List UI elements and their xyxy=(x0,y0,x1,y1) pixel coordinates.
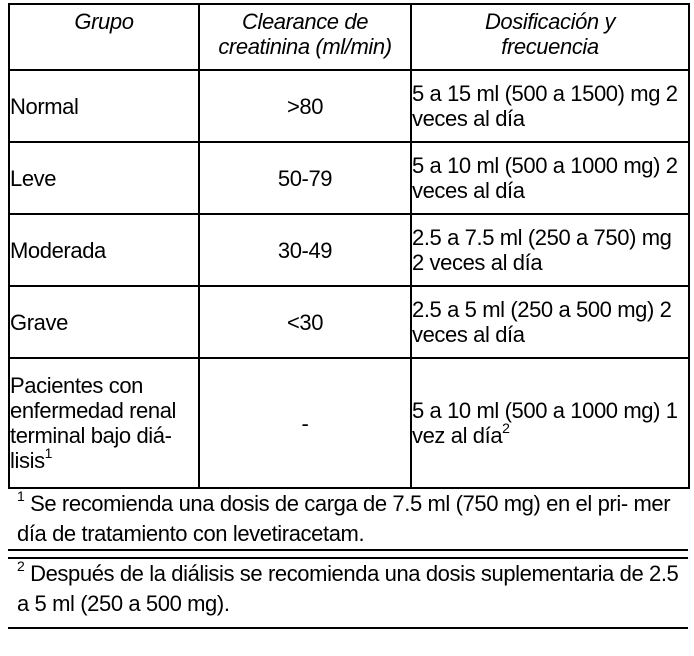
cell-clearance: - xyxy=(199,358,411,488)
table-row xyxy=(9,214,689,286)
cell-clearance: 50-79 xyxy=(199,142,411,214)
dosing-document xyxy=(8,3,688,629)
table-row xyxy=(9,286,689,358)
table-header-row xyxy=(9,4,689,70)
table-row xyxy=(9,70,689,142)
header-clearance-text: Clearance de creatinina (ml/min) xyxy=(218,9,392,59)
footnote-1-marker: 1 xyxy=(17,487,25,504)
header-dosificacion xyxy=(411,4,689,70)
cell-dosificacion: 2.5 a 5 ml (250 a 500 mg) 2 veces al día xyxy=(411,286,689,358)
cell-grupo: Normal xyxy=(9,70,199,142)
cell-dosificacion-text: 5 a 10 ml (500 a 1000 mg) 1 vez al día xyxy=(412,398,678,448)
footnote-1 xyxy=(8,489,688,551)
footnote-ref-2: 2 xyxy=(502,419,510,436)
footnote-2-marker: 2 xyxy=(17,557,25,574)
footnote-1-text: Se recomienda una dosis de carga de 7.5 ml (750 mg) en el pri- mer día de tratamiento con levetiracetam. xyxy=(17,491,671,546)
cell-grupo: Grave xyxy=(9,286,199,358)
table-row xyxy=(9,142,689,214)
cell-dosificacion: 2.5 a 7.5 ml (250 a 750) mg 2 veces al día xyxy=(411,214,689,286)
cell-clearance: >80 xyxy=(199,70,411,142)
dosing-table xyxy=(8,3,690,489)
cell-clearance: <30 xyxy=(199,286,411,358)
cell-grupo xyxy=(9,358,199,488)
cell-dosificacion: 5 a 10 ml (500 a 1000 mg) 2 veces al día xyxy=(411,142,689,214)
cell-grupo-text: Pacientes con enfermedad renal terminal bajo diá- lisis xyxy=(10,373,177,473)
header-clearance xyxy=(199,4,411,70)
footnote-2 xyxy=(8,557,688,629)
footnote-ref-1: 1 xyxy=(44,444,53,461)
table-row xyxy=(9,358,689,488)
footnote-2-text: Después de la diálisis se recomienda una dosis suplementaria de 2.5 a 5 ml (250 a 500 mg). xyxy=(17,561,679,616)
cell-grupo: Leve xyxy=(9,142,199,214)
header-dosificacion-text: Dosificación y frecuencia xyxy=(484,9,616,59)
header-grupo: Grupo xyxy=(9,4,199,70)
cell-grupo: Moderada xyxy=(9,214,199,286)
cell-dosificacion xyxy=(411,358,689,488)
cell-dosificacion: 5 a 15 ml (500 a 1500) mg 2 veces al día xyxy=(411,70,689,142)
cell-clearance: 30-49 xyxy=(199,214,411,286)
